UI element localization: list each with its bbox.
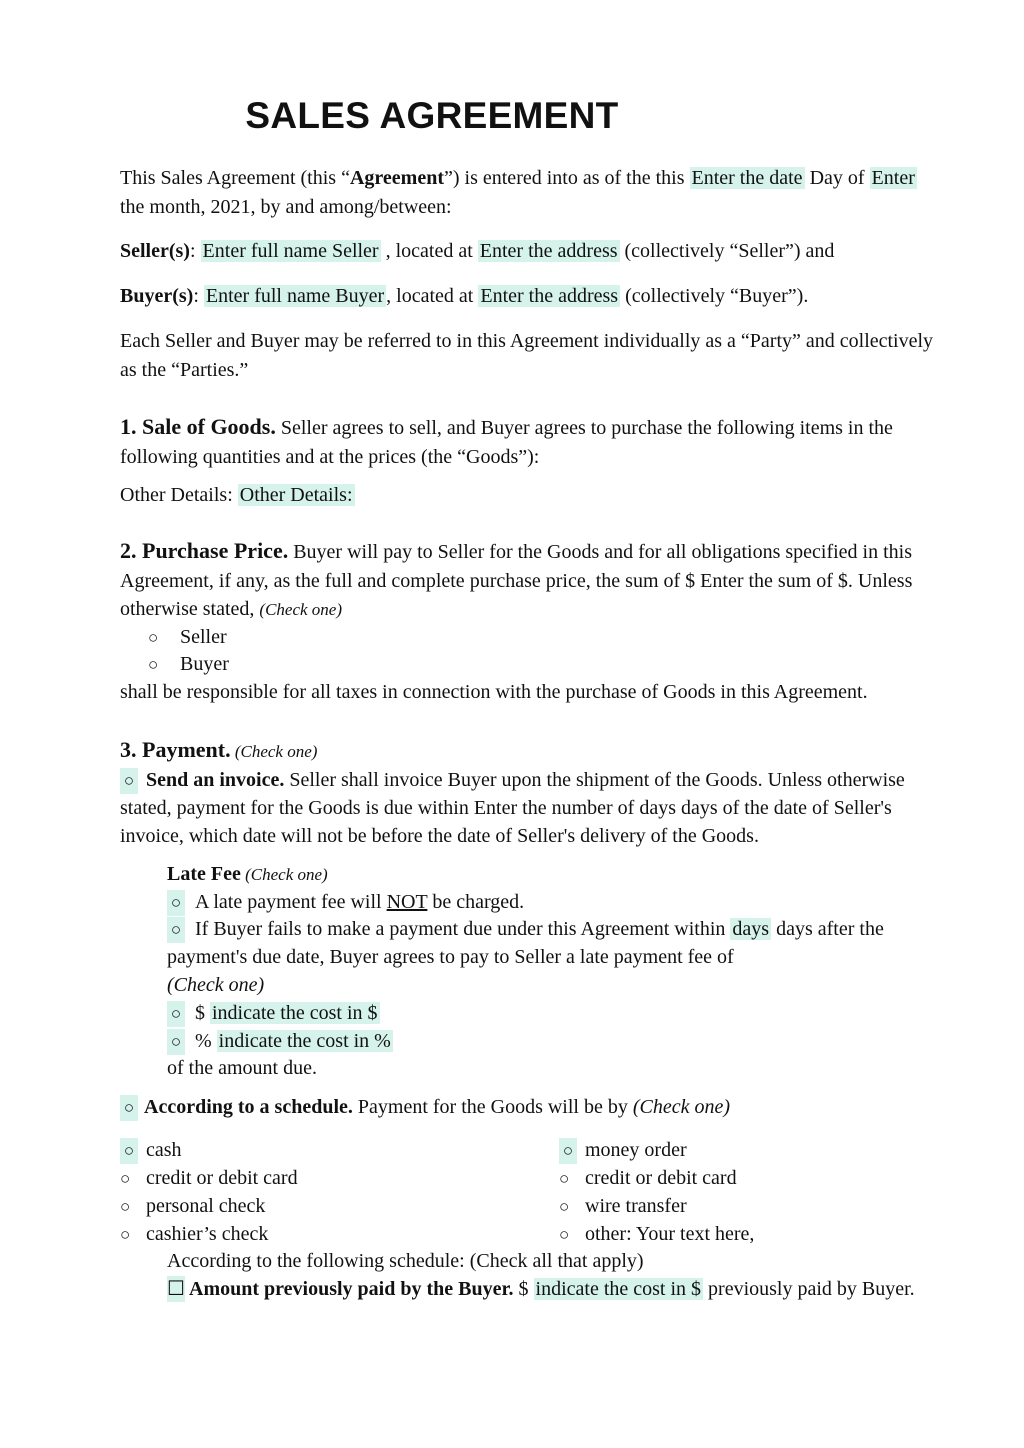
buyer-colon: : — [193, 285, 204, 307]
radio-icon: ○ — [148, 628, 159, 647]
buyer-text: , located at — [386, 285, 479, 307]
invoice-line-3: invoice, which date will not be before the date of Seller's delivery of the Goods. — [120, 825, 759, 847]
previous-paid-heading: Amount previously paid by the Buyer. — [189, 1278, 514, 1300]
section-2-line-1 — [120, 538, 912, 565]
tax-option-buyer[interactable] — [148, 651, 229, 678]
radio-icon: ○ — [120, 1169, 131, 1188]
previous-paid-text: previously paid by Buyer. — [703, 1278, 915, 1300]
invoice-text: Seller shall invoice Buyer upon the shipment of the Goods. Unless otherwise — [284, 769, 905, 791]
fee-end-line: of the amount due. — [167, 1057, 317, 1079]
radio-icon: ○ — [120, 1225, 131, 1244]
intro-line-2: the month, 2021, by and among/between: — [120, 196, 452, 218]
radio-icon[interactable]: ○ — [167, 1029, 185, 1055]
method-right-3[interactable] — [559, 1221, 754, 1248]
section-2-text: otherwise stated, — [120, 598, 260, 620]
radio-icon[interactable]: ○ — [167, 917, 185, 943]
late-fee-option-1 — [167, 889, 524, 916]
section-2-line-4: shall be responsible for all taxes in connection with the purchase of Goods in this Agreement. — [120, 681, 868, 703]
radio-icon: ○ — [148, 655, 159, 674]
method-label: money order — [585, 1139, 687, 1161]
agreement-term: Agreement — [349, 167, 444, 189]
intro-text: This Sales Agreement (this “ — [120, 167, 350, 189]
method-label: cash — [146, 1139, 182, 1161]
method-label: credit or debit card — [585, 1167, 737, 1189]
radio-icon[interactable]: ○ — [120, 768, 138, 794]
late-fee-heading-line — [167, 861, 328, 888]
method-right-1[interactable] — [559, 1165, 737, 1192]
radio-icon: ○ — [559, 1197, 570, 1216]
invoice-heading: Send an invoice. — [146, 769, 285, 791]
document-title: SALES AGREEMENT — [245, 95, 619, 136]
section-2-line-2: Agreement, if any, as the full and complete purchase price, the sum of $ Enter the sum of $. Unless — [120, 570, 913, 592]
parties-line-1: Each Seller and Buyer may be referred to in this Agreement individually as a “Party” and collectively — [120, 330, 934, 352]
invoice-line-2: stated, payment for the Goods is due within Enter the number of days days of the date of Seller's — [120, 797, 892, 819]
method-left-1[interactable] — [120, 1165, 298, 1192]
method-label: credit or debit card — [146, 1167, 298, 1189]
seller-line — [120, 238, 834, 264]
days-field[interactable]: days — [732, 918, 770, 940]
other-details-label: Other Details: — [120, 484, 238, 506]
schedule-heading: According to a schedule. — [144, 1096, 353, 1118]
late-fee-heading: Late Fee — [167, 863, 241, 885]
check-one-note: (Check one) — [240, 865, 328, 884]
check-one-note: (Check one) — [230, 742, 318, 761]
method-left-0[interactable] — [120, 1137, 182, 1164]
intro-text: ”) is entered into as of the this — [444, 167, 690, 189]
method-right-0[interactable] — [559, 1137, 687, 1164]
buyer-line — [120, 283, 808, 309]
method-label: wire transfer — [585, 1195, 687, 1217]
buyer-label: Buyer(s) — [120, 285, 194, 307]
radio-icon[interactable]: ○ — [120, 1095, 138, 1121]
buyer-name-field[interactable]: Enter full name Buyer — [205, 285, 385, 307]
radio-icon: ○ — [120, 1138, 138, 1164]
section-2-heading: 2. Purchase Price. — [120, 538, 289, 563]
other-details-field[interactable]: Other Details: — [239, 484, 353, 506]
option-label: Seller — [180, 626, 227, 648]
method-label: other: Your text here, — [585, 1223, 755, 1245]
buyer-text: (collectively “Buyer”). — [620, 285, 809, 307]
seller-text: , located at — [380, 240, 478, 262]
intro-text: Day of — [804, 167, 870, 189]
section-2-line-3 — [120, 596, 342, 623]
schedule-line — [120, 1094, 730, 1121]
other-details-line — [120, 482, 355, 508]
cost-dollar-field[interactable]: indicate the cost in $ — [212, 1002, 378, 1024]
seller-colon: : — [189, 240, 201, 262]
checkbox-icon[interactable]: ☐ — [167, 1278, 185, 1300]
radio-icon[interactable]: ○ — [167, 1001, 185, 1027]
seller-name-field[interactable]: Enter full name Seller — [202, 240, 379, 262]
section-3-heading: 3. Payment. — [120, 737, 231, 762]
seller-address-field[interactable]: Enter the address — [479, 240, 618, 262]
section-1-line-1 — [120, 414, 893, 441]
seller-text: (collectively “Seller”) and — [619, 240, 835, 262]
dollar-sign: $ — [513, 1278, 534, 1300]
fee-percent-option — [167, 1028, 393, 1055]
month-field[interactable]: Enter — [871, 167, 915, 189]
radio-icon: ○ — [559, 1169, 570, 1188]
late-fee-option-2 — [167, 916, 884, 943]
late-fee-text: If Buyer fails to make a payment due under this Agreement within — [195, 918, 731, 940]
invoice-line-1 — [120, 767, 905, 794]
previous-paid-line — [167, 1276, 915, 1302]
parties-line-2: as the “Parties.” — [120, 359, 249, 381]
late-fee-option-2-line-2: payment's due date, Buyer agrees to pay to Seller a late payment fee of — [167, 946, 734, 968]
not-emphasis: NOT — [386, 891, 428, 913]
method-right-2[interactable] — [559, 1193, 687, 1220]
check-one-note: (Check one) — [632, 1096, 731, 1118]
percent-sign: % — [195, 1030, 217, 1052]
check-one-note: (Check one) — [259, 600, 342, 619]
section-1-line-2: following quantities and at the prices (the “Goods”): — [120, 446, 540, 468]
late-fee-text: A late payment fee will — [195, 891, 387, 913]
previous-cost-field[interactable]: indicate the cost in $ — [535, 1278, 702, 1300]
section-1-heading: 1. Sale of Goods. — [120, 414, 276, 439]
option-label: Buyer — [180, 653, 229, 675]
section-2-text: Buyer will pay to Seller for the Goods and for all obligations specified in this — [288, 541, 912, 563]
late-fee-check-one: (Check one) — [167, 974, 265, 996]
date-field[interactable]: Enter the date — [691, 167, 803, 189]
schedule-text: Payment for the Goods will be by — [352, 1096, 633, 1118]
section-1-text: Seller agrees to sell, and Buyer agrees to purchase the following items in the — [275, 417, 893, 439]
cost-percent-field[interactable]: indicate the cost in % — [218, 1030, 391, 1052]
method-label: personal check — [146, 1195, 266, 1217]
radio-icon: ○ — [120, 1197, 131, 1216]
radio-icon: ○ — [559, 1138, 577, 1164]
method-left-2[interactable] — [120, 1193, 265, 1220]
schedule-follow-line: According to the following schedule: (Check all that apply) — [167, 1250, 644, 1272]
fee-dollar-option — [167, 1000, 380, 1027]
dollar-sign: $ — [195, 1002, 210, 1024]
buyer-address-field[interactable]: Enter the address — [480, 285, 619, 307]
section-3-heading-line — [120, 737, 317, 765]
late-fee-text: be charged. — [427, 891, 525, 913]
intro-line-1 — [120, 165, 917, 191]
method-label: cashier’s check — [146, 1223, 269, 1245]
radio-icon[interactable]: ○ — [167, 890, 185, 916]
late-fee-text: days after the — [771, 918, 884, 940]
tax-option-seller[interactable] — [148, 624, 227, 651]
radio-icon: ○ — [559, 1225, 570, 1244]
method-left-3[interactable] — [120, 1221, 268, 1248]
seller-label: Seller(s) — [120, 240, 190, 262]
